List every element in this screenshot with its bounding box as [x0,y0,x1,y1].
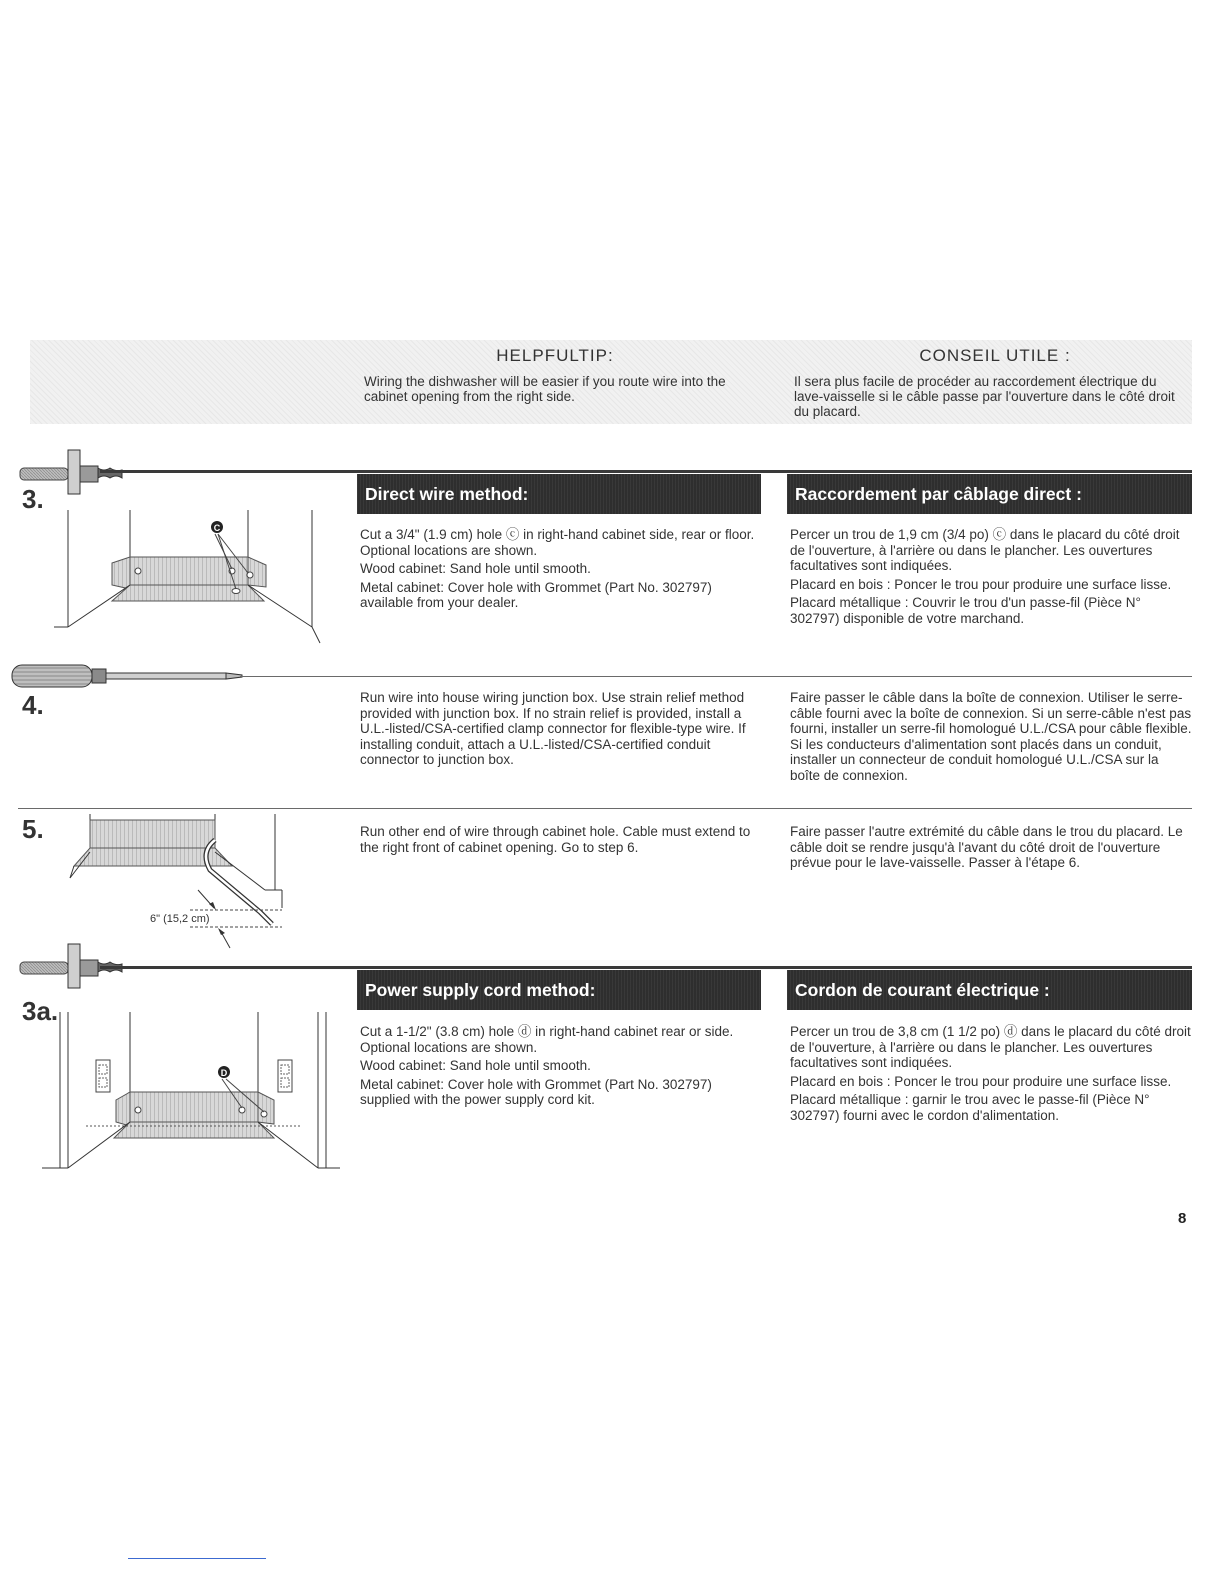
step-3a-text-fr [790,1024,1192,1126]
step-3-rule [100,470,1192,473]
power-cord-header-en: Power supply cord method: [357,970,761,1010]
direct-wire-header-en: Direct wire method: [357,474,761,514]
step-3a-fr-p2: Placard en bois : Poncer le trou pour produire une surface lisse. [790,1073,1172,1089]
step-4-rule [240,676,1192,677]
step-3a-fr-p1: Percer un trou de 3,8 cm (1 1/2 po) ⓓ dans le placard du côté droit de l'ouverture, à l'arrière ou dans le plancher. Les ouvertures facultatives sont indiquées. [790,1024,1191,1070]
cabinet-opening-diagram-3a [38,1010,348,1175]
step-3-fr-p1: Percer un trou de 1,9 cm (3/4 po) ⓒ dans le placard du côté droit de l'ouverture, à l'arrière ou dans le plancher. Les ouvertures facultatives sont indiquées. [790,527,1180,573]
step-4-number: 4. [22,690,44,720]
step-4-text-en [360,690,760,771]
step-3-text-en [360,527,760,614]
step-3a-text-en [360,1024,760,1111]
step-3a-number: 3a. [22,996,59,1026]
step-5-text-fr [790,824,1192,874]
footer-link-line [128,1558,266,1559]
step-3a-en-p3: Metal cabinet: Cover hole with Grommet (Part No. 302797) supplied with the power supply cord kit. [360,1076,712,1107]
step-3a-en-p1: Cut a 1-1/2" (3.8 cm) hole ⓓ in right-hand cabinet rear or side. Optional locations are shown. [360,1024,734,1055]
callout-d-label: D [220,1068,228,1078]
dimension-label: 6" (15,2 cm) [150,913,210,925]
helpful-tip-text-en: Wiring the dishwasher will be easier if you route wire into the cabinet opening from the right side. [364,374,726,404]
cabinet-opening-diagram-3 [50,505,330,647]
step-3-fr-p3: Placard métallique : Couvrir le trou d'un passe-fil (Pièce N° 302797) disponible de votre marchand. [790,595,1141,626]
step-5-number: 5. [22,814,44,844]
step-3-text-fr [790,527,1192,629]
step-5-fr-p1: Faire passer l'autre extrémité du câble dans le trou du placard. Le câble doit se rendre jusqu'à l'avant du côté droit de l'ouverture prévue pour le lave-vaisselle. Passer à l'étape 6. [790,824,1183,870]
step-5-text-en [360,824,760,858]
screwdriver-icon [10,662,250,690]
step-3-en-p2: Wood cabinet: Sand hole until smooth. [360,561,591,576]
step-4-text-fr [790,690,1192,786]
step-4-fr-p1: Faire passer le câble dans la boîte de connexion. Utiliser le serre-câble fourni avec la boîte de connexion. Si un serre-câble n'est pas fourni, installer un serre-fil homologué U.L./CSA pour câble flexible. Si les conducteurs d'alimentation sont placés dans un conduit, installer un connecteur de conduit homologué U.L./CSA sur la boîte de connexion. [790,690,1192,783]
step-3a-fr-p3: Placard métallique : garnir le trou avec le passe-fil (Pièce N° 302797) fourni avec le cordon d'alimentation. [790,1092,1150,1123]
helpful-tip-text-fr: Il sera plus facile de procéder au raccordement électrique du lave-vaisselle si le câble passe par l'ouverture dans le côté droit du placard. [794,374,1175,419]
step-3a-en-p2: Wood cabinet: Sand hole until smooth. [360,1058,591,1073]
step-3-en-p1: Cut a 3/4" (1.9 cm) hole ⓒ in right-hand cabinet side, rear or floor. Optional locations are shown. [360,527,755,558]
step-3a-rule [100,966,1192,969]
page-number: 8 [1178,1210,1187,1227]
wire-routing-diagram-5 [60,812,300,952]
step-4-en-p1: Run wire into house wiring junction box. Use strain relief method provided with junction box. If no strain relief is provided, install a U.L.-listed/CSA-certified clamp connector for flexible-type wire. If installing conduit, attach a U.L.-listed/CSA-certified conduit connector to junction box. [360,690,746,767]
direct-wire-header-fr: Raccordement par câblage direct : [787,474,1192,514]
helpful-tip-title-fr: CONSEIL UTILE : [919,346,1071,365]
step-5-en-p1: Run other end of wire through cabinet hole. Cable must extend to the right front of cabinet opening. Go to step 6. [360,824,751,855]
step-5-rule [18,808,1192,809]
callout-c-label: C [213,523,221,533]
step-3-number: 3. [22,484,44,514]
power-cord-header-fr: Cordon de courant électrique : [787,970,1192,1010]
helpful-tip-title-en: HELPFULTIP: [496,346,614,365]
step-3-fr-p2: Placard en bois : Poncer le trou pour produire une surface lisse. [790,576,1172,592]
step-3-en-p3: Metal cabinet: Cover hole with Grommet (Part No. 302797) available from your dealer. [360,579,712,610]
